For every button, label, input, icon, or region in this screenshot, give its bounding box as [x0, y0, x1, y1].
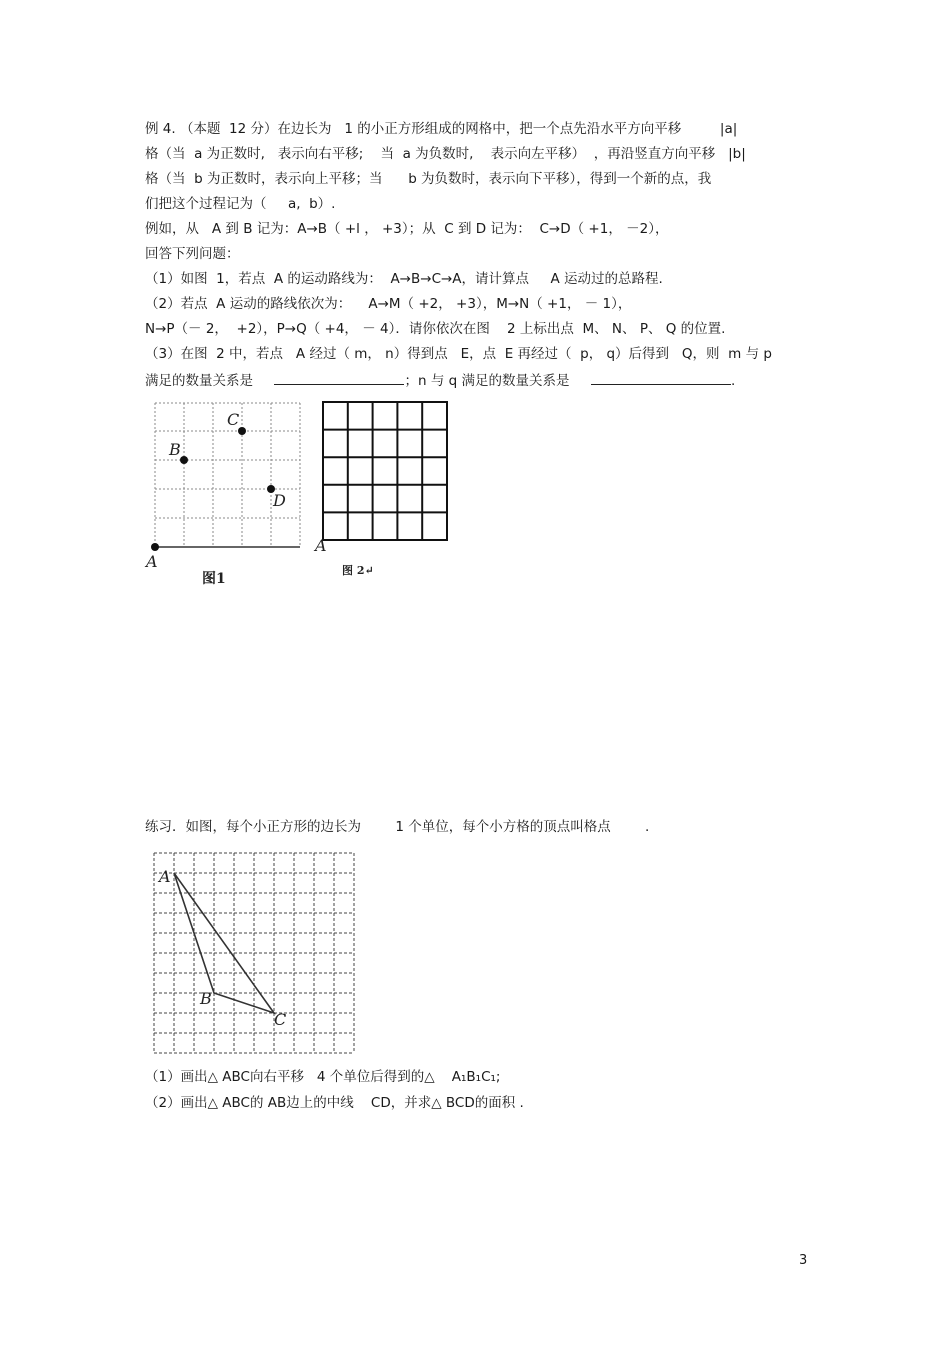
label-d: D — [273, 491, 286, 510]
figure-1-caption: 图1 — [202, 571, 226, 587]
practice-intro: 练习．如图，每个小正方形的边长为 1 个单位，每个小方格的顶点叫格点 . — [145, 819, 650, 835]
label-b: B — [169, 440, 181, 459]
figure-2 — [312, 398, 452, 578]
label-c: C — [227, 410, 240, 429]
point-a — [151, 543, 159, 551]
figure-1 — [140, 395, 310, 595]
figure-2-caption: 图 2↵ — [342, 564, 374, 577]
practice-question-2: （2）画出△ ABC的 AB边上的中线 CD，并求△ BCD的面积 . — [145, 1095, 524, 1111]
page-number: 3 — [799, 1253, 808, 1268]
example4-instruction: 回答下列问题： — [145, 246, 240, 262]
q3-text-1: 满足的数量关系是 — [145, 373, 253, 389]
q3-text-3: . — [730, 373, 736, 389]
example4-question-1: （1）如图 1，若点 A 的运动路线为： A→B→C→A，请计算点 A 运动过的总路程. — [145, 271, 663, 287]
example4-question-2b: N→P（－ 2， +2），P→Q（ +4， － 4）．请你依次在图 2 上标出点 M、 N、 P、 Q 的位置. — [145, 321, 726, 337]
answer-blank-n-q[interactable] — [591, 370, 731, 385]
label-a: A — [146, 552, 158, 571]
example4-line-3: 格（当 b 为正数时，表示向上平移；当 b 为负数时，表示向下平移），得到一个新的点，我 — [145, 171, 712, 187]
example4-question-2a: （2）若点 A 运动的路线依次为： A→M（ +2， +3），M→N（ +1， － 1）， — [145, 296, 632, 312]
figure-2-label-a: A — [315, 536, 327, 555]
practice-label-b: B — [200, 989, 212, 1008]
practice-label-a: A — [159, 867, 171, 886]
triangle-abc — [174, 873, 274, 1013]
example4-line-2: 格（当 a 为正数时, 表示向右平移; 当 a 为负数时, 表示向左平移） ，再沿竖直方向平移 |b| — [145, 146, 746, 162]
example4-question-3a: （3）在图 2 中，若点 A 经过（ m， n）得到点 E，点 E 再经过（ p， q）后得到 Q，则 m 与 p — [145, 346, 772, 362]
q3-text-2: ；n 与 q 满足的数量关系是 — [404, 373, 570, 389]
example4-question-3b — [145, 370, 735, 390]
point-b — [180, 456, 188, 464]
practice-grid-figure — [148, 848, 360, 1058]
answer-blank-m-p[interactable] — [274, 370, 404, 385]
example4-line-1: 例 4. （本题 12 分）在边长为 1 的小正方形组成的网格中，把一个点先沿水平方向平移 |a| — [145, 121, 738, 137]
example4-line-4: 们把这个过程记为（ a, b）. — [145, 196, 336, 212]
practice-label-c: C — [274, 1010, 287, 1029]
example4-example-line: 例如，从 A 到 B 记为：A→B（ +l ， +3）；从 C 到 D 记为： C→D（ +1， －2）， — [145, 221, 669, 237]
practice-question-1: （1）画出△ ABC向右平移 4 个单位后得到的△ A₁B₁C₁; — [145, 1069, 501, 1085]
